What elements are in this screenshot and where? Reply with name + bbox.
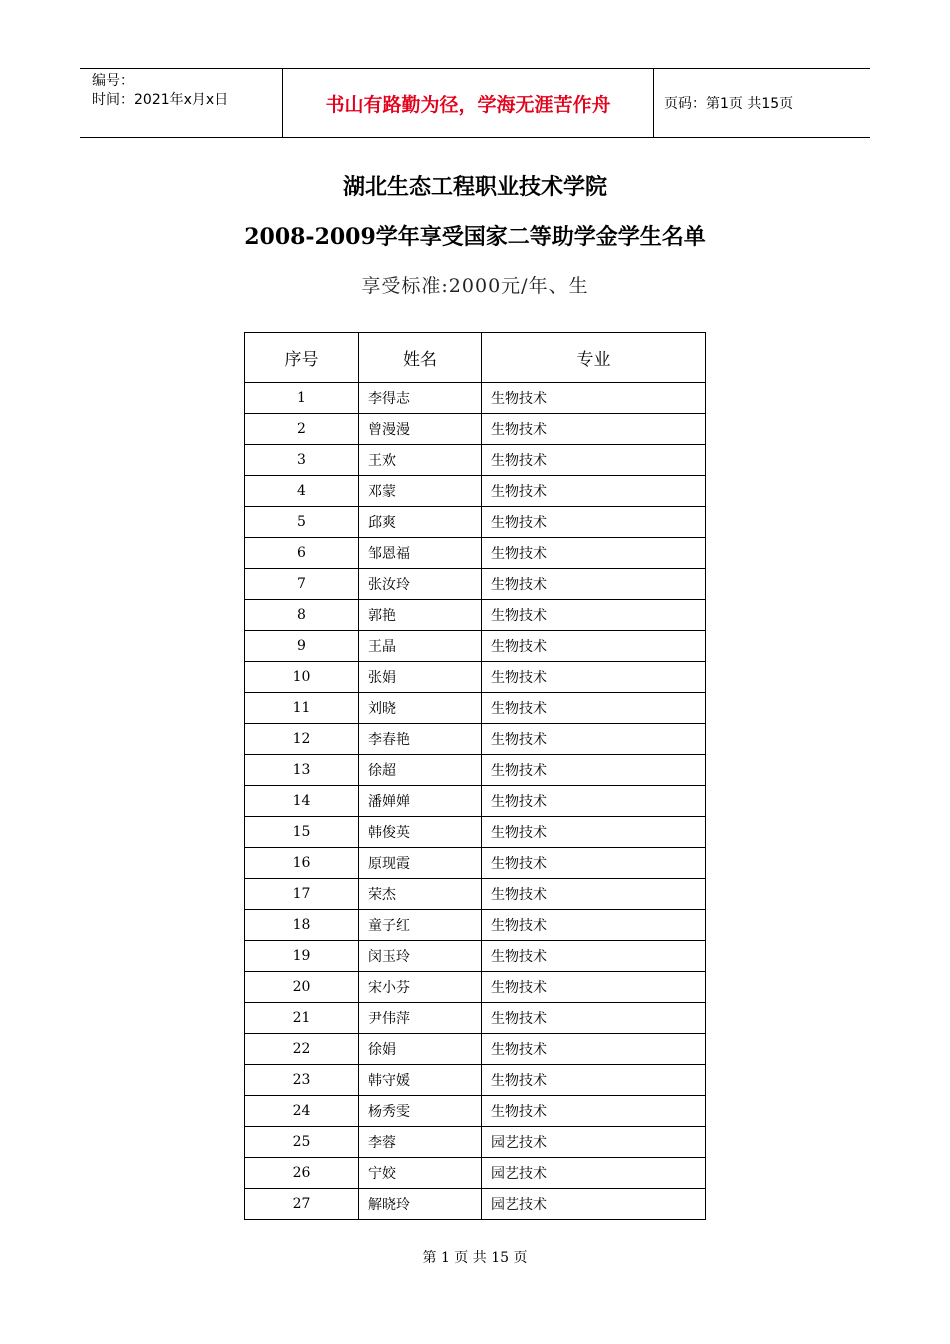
cell-major: 生物技术 xyxy=(482,724,706,755)
cell-name: 李春艳 xyxy=(359,724,482,755)
table-row xyxy=(245,724,706,755)
cell-number: 19 xyxy=(245,941,359,972)
table-row xyxy=(245,569,706,600)
cell-number: 16 xyxy=(245,848,359,879)
cell-number: 12 xyxy=(245,724,359,755)
cell-major: 园艺技术 xyxy=(482,1158,706,1189)
column-header-name: 姓名 xyxy=(359,333,482,383)
cell-number: 22 xyxy=(245,1034,359,1065)
table-row xyxy=(245,1003,706,1034)
cell-name: 张娟 xyxy=(359,662,482,693)
cell-number: 4 xyxy=(245,476,359,507)
table-row xyxy=(245,1065,706,1096)
header-page-info: 页码：第1页 共15页 xyxy=(664,96,794,112)
document-time-label: 时间：2021年x月x日 xyxy=(92,92,229,108)
cell-major: 生物技术 xyxy=(482,383,706,414)
table-row xyxy=(245,786,706,817)
cell-number: 20 xyxy=(245,972,359,1003)
cell-name: 郭艳 xyxy=(359,600,482,631)
cell-major: 生物技术 xyxy=(482,662,706,693)
cell-major: 生物技术 xyxy=(482,1096,706,1127)
cell-name: 童子红 xyxy=(359,910,482,941)
cell-number: 5 xyxy=(245,507,359,538)
cell-number: 2 xyxy=(245,414,359,445)
cell-major: 生物技术 xyxy=(482,600,706,631)
cell-major: 生物技术 xyxy=(482,445,706,476)
table-row xyxy=(245,631,706,662)
table-body xyxy=(245,383,706,1220)
document-number-label: 编号： xyxy=(92,73,134,89)
table-row xyxy=(245,1034,706,1065)
cell-major: 生物技术 xyxy=(482,755,706,786)
document-title-institution: 湖北生态工程职业技术学院 xyxy=(342,174,607,200)
cell-major: 生物技术 xyxy=(482,414,706,445)
document-title-list: 2008-2009学年享受国家二等助学金学生名单 xyxy=(244,224,706,250)
cell-name: 徐娟 xyxy=(359,1034,482,1065)
cell-major: 生物技术 xyxy=(482,507,706,538)
cell-major: 生物技术 xyxy=(482,848,706,879)
document-subtitle-standard: 享受标准:2000元/年、生 xyxy=(361,275,589,297)
cell-name: 曾漫漫 xyxy=(359,414,482,445)
cell-name: 宁姣 xyxy=(359,1158,482,1189)
cell-major: 生物技术 xyxy=(482,1034,706,1065)
cell-major: 生物技术 xyxy=(482,879,706,910)
cell-major: 园艺技术 xyxy=(482,1127,706,1158)
cell-number: 24 xyxy=(245,1096,359,1127)
cell-major: 生物技术 xyxy=(482,910,706,941)
table-row xyxy=(245,755,706,786)
cell-major: 园艺技术 xyxy=(482,1189,706,1220)
page-header xyxy=(80,68,870,138)
table-row xyxy=(245,972,706,1003)
cell-name: 原现霞 xyxy=(359,848,482,879)
table-row xyxy=(245,1158,706,1189)
column-header-major: 专业 xyxy=(482,333,706,383)
cell-number: 26 xyxy=(245,1158,359,1189)
student-table xyxy=(244,332,706,1220)
cell-name: 闵玉玲 xyxy=(359,941,482,972)
cell-number: 25 xyxy=(245,1127,359,1158)
cell-major: 生物技术 xyxy=(482,941,706,972)
cell-name: 徐超 xyxy=(359,755,482,786)
cell-number: 6 xyxy=(245,538,359,569)
cell-name: 李得志 xyxy=(359,383,482,414)
cell-name: 韩俊英 xyxy=(359,817,482,848)
cell-number: 11 xyxy=(245,693,359,724)
cell-major: 生物技术 xyxy=(482,693,706,724)
cell-name: 邹恩福 xyxy=(359,538,482,569)
cell-name: 韩守媛 xyxy=(359,1065,482,1096)
cell-number: 1 xyxy=(245,383,359,414)
cell-number: 15 xyxy=(245,817,359,848)
cell-name: 李蓉 xyxy=(359,1127,482,1158)
table-row xyxy=(245,910,706,941)
table-row xyxy=(245,1127,706,1158)
cell-number: 7 xyxy=(245,569,359,600)
table-row xyxy=(245,476,706,507)
cell-number: 8 xyxy=(245,600,359,631)
cell-name: 尹伟萍 xyxy=(359,1003,482,1034)
table-row xyxy=(245,507,706,538)
cell-major: 生物技术 xyxy=(482,786,706,817)
cell-major: 生物技术 xyxy=(482,972,706,1003)
table-row xyxy=(245,662,706,693)
cell-major: 生物技术 xyxy=(482,476,706,507)
table-row xyxy=(245,848,706,879)
cell-name: 解晓玲 xyxy=(359,1189,482,1220)
cell-major: 生物技术 xyxy=(482,569,706,600)
cell-major: 生物技术 xyxy=(482,1065,706,1096)
cell-number: 21 xyxy=(245,1003,359,1034)
cell-name: 邓蒙 xyxy=(359,476,482,507)
cell-number: 13 xyxy=(245,755,359,786)
cell-name: 宋小芬 xyxy=(359,972,482,1003)
cell-name: 张汝玲 xyxy=(359,569,482,600)
table-row xyxy=(245,445,706,476)
table-row xyxy=(245,879,706,910)
cell-name: 荣杰 xyxy=(359,879,482,910)
cell-number: 23 xyxy=(245,1065,359,1096)
table-row xyxy=(245,1189,706,1220)
cell-name: 杨秀雯 xyxy=(359,1096,482,1127)
cell-name: 刘晓 xyxy=(359,693,482,724)
header-meta xyxy=(80,69,282,137)
cell-number: 18 xyxy=(245,910,359,941)
cell-name: 邱爽 xyxy=(359,507,482,538)
cell-major: 生物技术 xyxy=(482,538,706,569)
table-row xyxy=(245,538,706,569)
table-row xyxy=(245,414,706,445)
table-row xyxy=(245,941,706,972)
cell-major: 生物技术 xyxy=(482,817,706,848)
cell-major: 生物技术 xyxy=(482,631,706,662)
cell-major: 生物技术 xyxy=(482,1003,706,1034)
table-row xyxy=(245,817,706,848)
table-row xyxy=(245,383,706,414)
table-row xyxy=(245,1096,706,1127)
cell-name: 王欢 xyxy=(359,445,482,476)
cell-number: 3 xyxy=(245,445,359,476)
column-header-number: 序号 xyxy=(245,333,359,383)
table-row xyxy=(245,693,706,724)
cell-name: 王晶 xyxy=(359,631,482,662)
cell-number: 17 xyxy=(245,879,359,910)
table-row xyxy=(245,600,706,631)
page-footer: 第 1 页 共 15 页 xyxy=(422,1250,528,1266)
header-motto: 书山有路勤为径，学海无涯苦作舟 xyxy=(282,69,654,137)
cell-number: 14 xyxy=(245,786,359,817)
table-header-row xyxy=(245,333,706,383)
cell-number: 27 xyxy=(245,1189,359,1220)
cell-number: 10 xyxy=(245,662,359,693)
cell-number: 9 xyxy=(245,631,359,662)
cell-name: 潘婵婵 xyxy=(359,786,482,817)
